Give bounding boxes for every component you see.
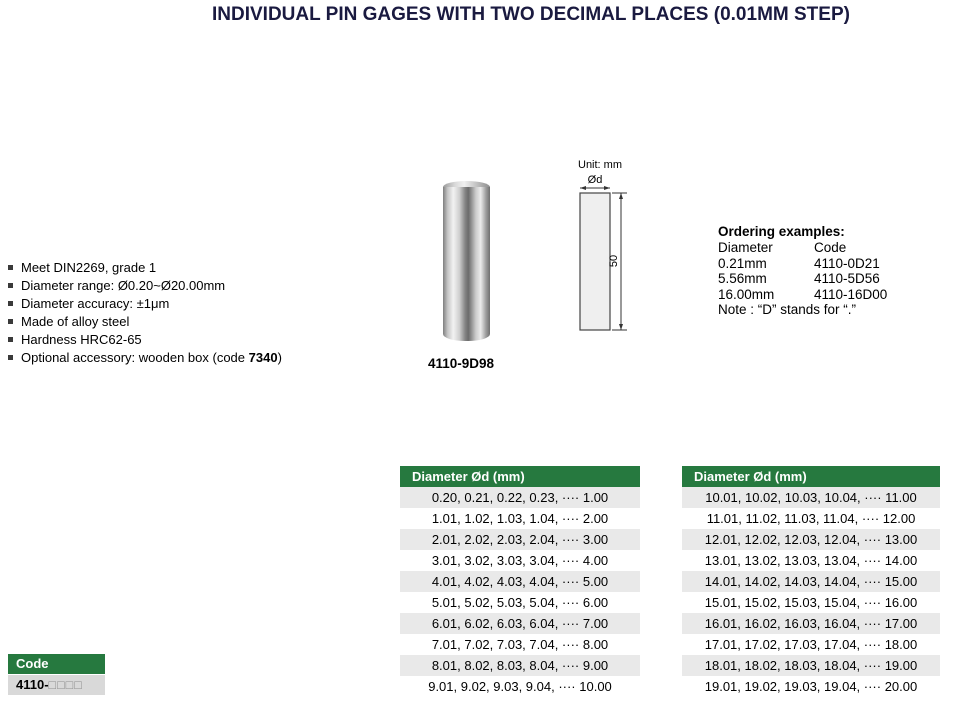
feature-item	[8, 294, 282, 312]
table-row: 0.20, 0.21, 0.22, 0.23, ···· 1.00	[400, 487, 640, 508]
drawing-diameter-label: Ød	[587, 174, 603, 186]
table-row: 3.01, 3.02, 3.03, 3.04, ···· 4.00	[400, 550, 640, 571]
diameter-table-left	[400, 466, 640, 697]
ordering-table	[718, 240, 953, 302]
arrow-right-icon	[604, 186, 610, 190]
ordering-note: Note : “D” stands for “.”	[718, 302, 857, 317]
table-row: 4.01, 4.02, 4.03, 4.04, ···· 5.00	[400, 571, 640, 592]
table-row: 6.01, 6.02, 6.03, 6.04, ···· 7.00	[400, 613, 640, 634]
diameter-table-right	[682, 466, 940, 697]
table-row: 12.01, 12.02, 12.03, 12.04, ···· 13.00	[682, 529, 940, 550]
table-header: Diameter Ød (mm)	[682, 466, 940, 487]
ordering-col-header-diameter: Diameter	[718, 240, 773, 255]
table-row: 1.01, 1.02, 1.03, 1.04, ···· 2.00	[400, 508, 640, 529]
table-row: 16.01, 16.02, 16.03, 16.04, ···· 17.00	[682, 613, 940, 634]
feature-text: Diameter accuracy: ±1μm	[21, 295, 170, 311]
code-panel-value	[8, 675, 105, 695]
code-prefix: 4110-	[16, 677, 49, 692]
ordering-code: 4110-16D00	[814, 286, 888, 302]
pin-body	[443, 187, 490, 341]
ordering-diameter: 5.56mm	[718, 271, 767, 286]
table-row: 15.01, 15.02, 15.03, 15.04, ···· 16.00	[682, 592, 940, 613]
bullet-icon	[8, 337, 13, 342]
table-row: 7.01, 7.02, 7.03, 7.04, ···· 8.00	[400, 634, 640, 655]
pin-outline-rect	[580, 193, 610, 330]
table-row: 18.01, 18.02, 18.03, 18.04, ···· 19.00	[682, 655, 940, 676]
product-code-label: 4110-9D98	[428, 356, 495, 371]
code-panel-header: Code	[8, 654, 105, 674]
feature-text: Hardness HRC62-65	[21, 331, 142, 347]
arrow-left-icon	[580, 186, 586, 190]
table-rows	[682, 487, 940, 697]
table-row: 14.01, 14.02, 14.03, 14.04, ···· 15.00	[682, 571, 940, 592]
page-title: INDIVIDUAL PIN GAGES WITH TWO DECIMAL PLACES (0.01MM STEP)	[212, 4, 850, 25]
ordering-diameter: 16.00mm	[718, 286, 775, 302]
bullet-icon	[8, 319, 13, 324]
drawing-height-label: 50	[608, 254, 620, 268]
table-row: 10.01, 10.02, 10.03, 10.04, ···· 11.00	[682, 487, 940, 508]
features-list	[8, 258, 282, 366]
ordering-examples	[718, 224, 953, 318]
feature-text: Made of alloy steel	[21, 313, 130, 329]
arrow-down-icon	[619, 324, 623, 330]
bullet-icon	[8, 355, 13, 360]
feature-text: Meet DIN2269, grade 1	[21, 259, 157, 275]
ordering-diameter: 0.21mm	[718, 255, 767, 271]
table-row: 19.01, 19.02, 19.03, 19.04, ···· 20.00	[682, 676, 940, 697]
table-row: 13.01, 13.02, 13.03, 13.04, ···· 14.00	[682, 550, 940, 571]
feature-text-prefix: Optional accessory: wooden box (code	[21, 349, 249, 365]
table-header: Diameter Ød (mm)	[400, 466, 640, 487]
bullet-icon	[8, 283, 13, 288]
code-placeholder-boxes: □□□□	[48, 678, 83, 692]
bullet-icon	[8, 301, 13, 306]
table-row: 2.01, 2.02, 2.03, 2.04, ···· 3.00	[400, 529, 640, 550]
feature-item	[8, 330, 282, 348]
feature-item-optional-accessory	[8, 348, 282, 366]
ordering-heading: Ordering examples:	[718, 224, 845, 239]
ordering-code: 4110-5D56	[814, 271, 880, 286]
ordering-col-header-code: Code	[814, 240, 847, 255]
table-row: 11.01, 11.02, 11.03, 11.04, ···· 12.00	[682, 508, 940, 529]
feature-text-code: 7340	[248, 349, 278, 365]
drawing-unit-label: Unit: mm	[578, 159, 622, 171]
feature-text	[21, 350, 282, 365]
feature-text-suffix: )	[277, 349, 282, 365]
ordering-code: 4110-0D21	[814, 255, 880, 271]
table-row: 17.01, 17.02, 17.03, 17.04, ···· 18.00	[682, 634, 940, 655]
feature-text: Diameter range: Ø0.20~Ø20.00mm	[21, 277, 226, 293]
table-row: 8.01, 8.02, 8.03, 8.04, ···· 9.00	[400, 655, 640, 676]
table-row: 9.01, 9.02, 9.03, 9.04, ···· 10.00	[400, 676, 640, 697]
table-row: 5.01, 5.02, 5.03, 5.04, ···· 6.00	[400, 592, 640, 613]
technical-drawing	[562, 153, 657, 338]
feature-item	[8, 276, 282, 294]
bullet-icon	[8, 265, 13, 270]
feature-item	[8, 258, 282, 276]
table-rows	[400, 487, 640, 697]
arrow-up-icon	[619, 193, 623, 199]
feature-item	[8, 312, 282, 330]
